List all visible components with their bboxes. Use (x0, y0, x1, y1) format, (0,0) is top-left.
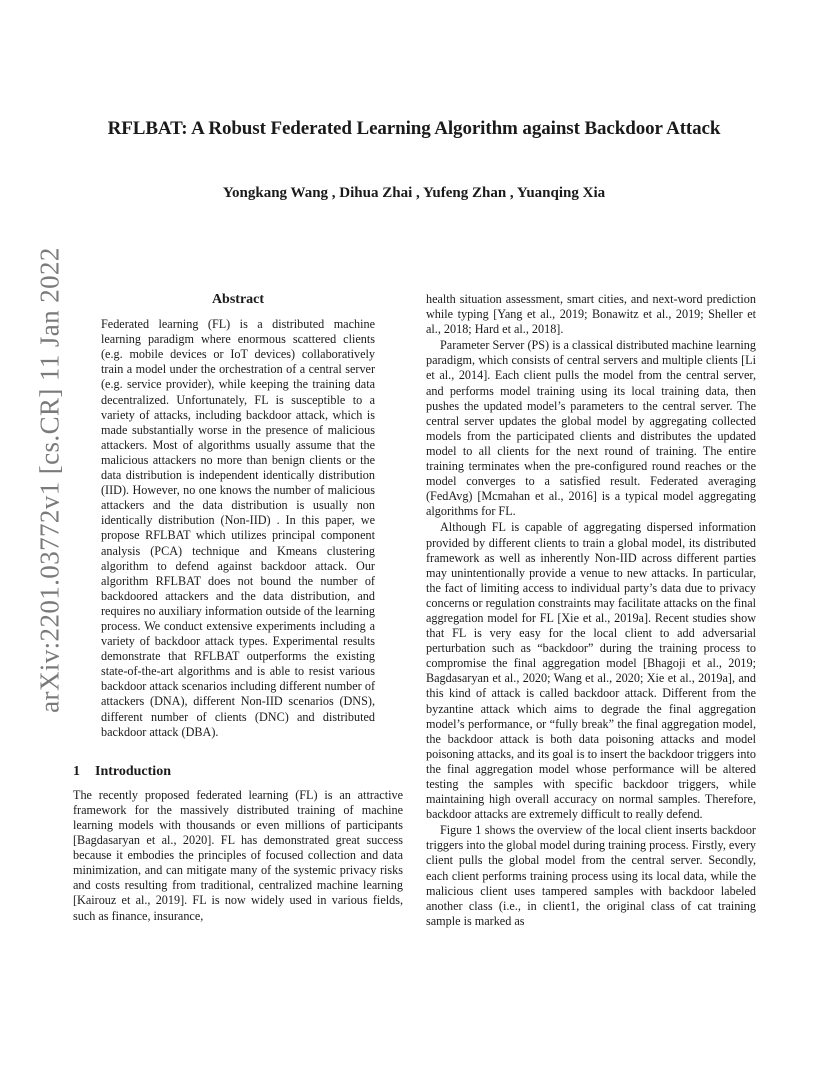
author-list: Yongkang Wang , Dihua Zhai , Yufeng Zhan , Yuanqing Xia (222, 185, 606, 201)
right-column (426, 292, 756, 929)
intro-paragraph-4: Figure 1 shows the overview of the local client inserts backdoor triggers into the global model during training process. Firstly, every client pulls the global model from the central server. Secondly, each client performs training process using its local data, while the malicious client uses tampered samples with backdoor labeled another class (i.e., in client1, the original class of cat training sample is marked as (426, 823, 756, 928)
paper-title: RFLBAT: A Robust Federated Learning Algorithm against Backdoor Attack (107, 118, 721, 139)
abstract-heading: Abstract (211, 292, 265, 307)
abstract-text: Federated learning (FL) is a distributed machine learning paradigm where enormous scattered clients (e.g. mobile devices or IoT devices) collaboratively train a model under the orchestration of a central server (e.g. service provider), while keeping the training data decentralized. Unfortunately, FL is susceptible to a variety of attacks, including backdoor attack, which is made substantially worse in the presence of malicious attackers. Most of algorithms usually assume that the malicious attackers no more than benign clients or the data distribution is independent identically distribution (IID). However, no one knows the number of malicious attackers and the data distribution is usually non identically distribution (Non-IID) . In this paper, we propose RFLBAT which utilizes principal component analysis (PCA) technique and Kmeans clustering algorithm to defend against backdoor attack. Our algorithm RFLBAT does not bound the number of backdoored attackers and the data distribution, and requires no auxiliary information outside of the learning process. We conduct extensive experiments including a variety of backdoor attack types. Experimental results demonstrate that RFLBAT outperforms the existing state-of-the-art algorithms and is able to resist various backdoor attack scenarios including different number of attackers (DNA), different Non-IID scenarios (DNS), different number of clients (DNC) and distributed backdoor attack (DBA). (101, 317, 375, 739)
section-heading-introduction (73, 764, 403, 779)
intro-paragraph-3: Although FL is capable of aggregating dispersed information provided by different clients to train a global model, its distributed framework as well as inherently Non-IID across different parties may unintentionally provide a venue to new attacks. In particular, the fact of limiting access to individual party’s data due to privacy concerns or regulation constraints may facilitate attacks on the final aggregation model for FL [Xie et al., 2019a]. Recent studies show that FL is very easy for the local client to add adversarial perturbation such as “backdoor” during the training process to compromise the final aggregation model [Bhagoji et al., 2019; Bagdasaryan et al., 2020; Wang et al., 2020; Xie et al., 2019a], and this kind of attack is called backdoor attack. Different from the byzantine attack which aims to degrade the final aggregation model’s performance, or “fully break” the final aggregation model, the backdoor attack is both data poisoning attacks and model poisoning attacks, and its goal is to insert the backdoor triggers into the final aggregation model whose performance will be altered testing the samples with specific backdoor triggers, while maintaining high overall accuracy on normal samples. Therefore, backdoor attacks are extremely difficult to really defend. (426, 520, 756, 822)
intro-paragraph-1: The recently proposed federated learning (FL) is an attractive framework for the massively distributed training of machine learning models with thousands or even millions of participants [Bagdasaryan et al., 2020]. FL has demonstrated great success because it embodies the principles of focused collection and data minimization, and can mitigate many of the systemic privacy risks and costs resulting from traditional, centralized machine learning [Kairouz et al., 2019]. FL is now widely used in various fields, such as finance, insurance, (73, 787, 403, 923)
section-title: Introduction (95, 763, 171, 779)
section-number: 1 (73, 763, 80, 779)
arxiv-identifier: arXiv:2201.03772v1 [cs.CR] 11 Jan 2022 (34, 247, 65, 713)
left-column (73, 292, 403, 924)
intro-paragraph-2: Parameter Server (PS) is a classical distributed machine learning paradigm, which consists of central servers and multiple clients [Li et al., 2014]. Each client pulls the model from the central server, and performs model training using its local training data, then pushes the updated model’s parameters to the central server. The central server updates the global model by aggregating collected models from the participated clients and distributes the updated model to all clients for the next round of training. The entire training terminates when the pre-configured round reaches or the model converges to a satisfied result. Federated averaging (FedAvg) [Mcmahan et al., 2016] is a typical model aggregating algorithms for FL. (426, 338, 756, 519)
intro-paragraph-1-continued: health situation assessment, smart cities, and next-word prediction while typing [Yang et al., 2019; Bonawitz et al., 2019; Sheller et al., 2018; Hard et al., 2018]. (426, 292, 756, 337)
